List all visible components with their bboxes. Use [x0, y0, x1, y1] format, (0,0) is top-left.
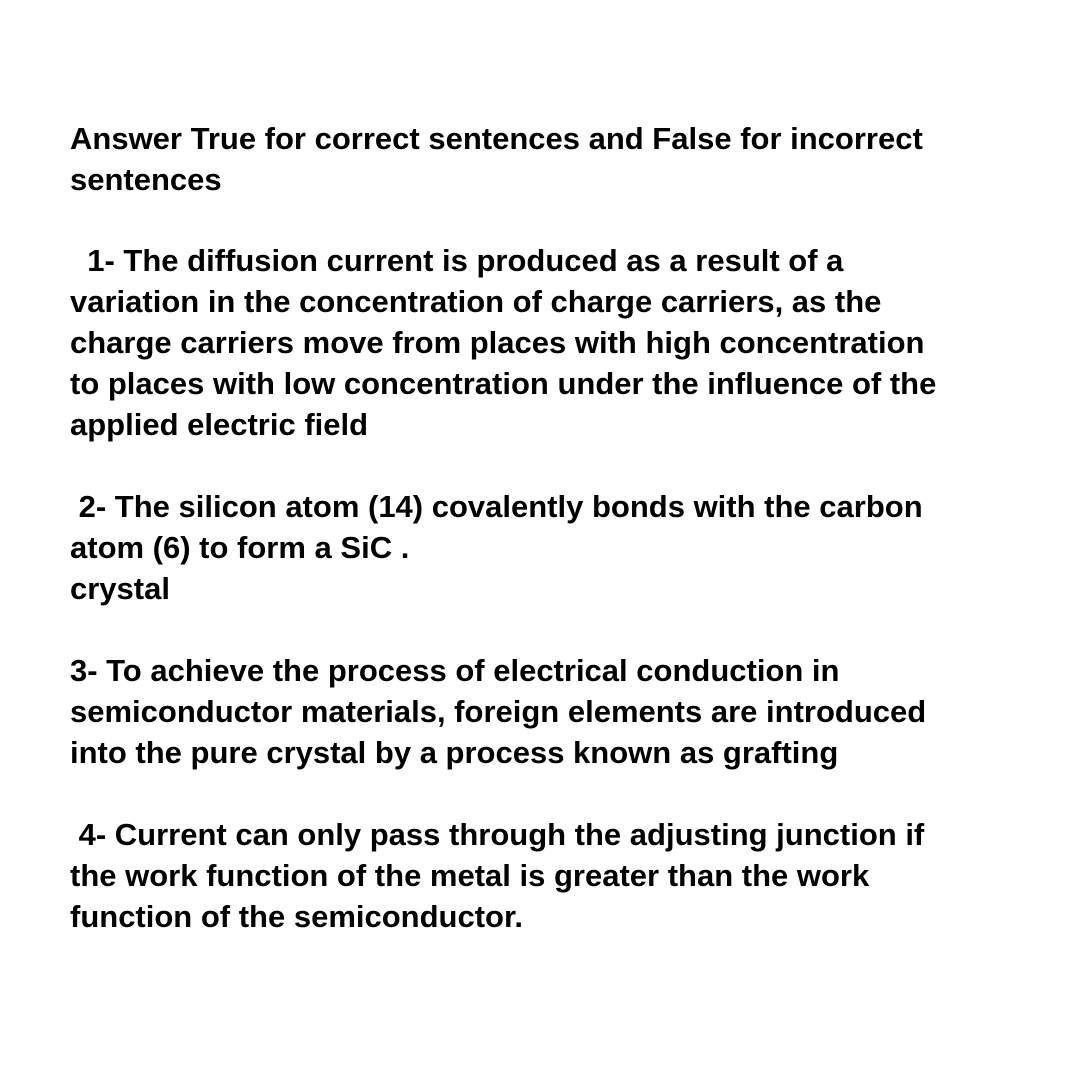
question-3-line-2: semiconductor materials, foreign elements are introduced	[70, 694, 927, 729]
question-1-line-3: charge carriers move from places with high concentration	[70, 325, 925, 360]
question-4	[70, 814, 1030, 937]
question-4-line-3: function of the semiconductor.	[70, 899, 523, 934]
instructions-line-1: Answer True for correct sentences and False for incorrect	[70, 121, 923, 156]
question-1-line-4: to places with low concentration under the influence of the	[70, 366, 937, 401]
question-2-line-3: crystal	[70, 571, 170, 606]
question-3-line-3: into the pure crystal by a process known as grafting	[70, 735, 839, 770]
question-1-line-2: variation in the concentration of charge carriers, as the	[70, 284, 882, 319]
question-1	[70, 240, 1030, 445]
question-3	[70, 650, 1030, 773]
question-3-line-1: 3- To achieve the process of electrical conduction in	[70, 653, 840, 688]
instructions-line-2: sentences	[70, 162, 222, 197]
question-1-line-5: applied electric field	[70, 407, 369, 442]
instructions-text	[70, 118, 1030, 200]
question-4-line-1: 4- Current can only pass through the adjusting junction if	[70, 817, 925, 852]
question-1-line-1: 1- The diffusion current is produced as a result of a	[70, 243, 844, 278]
question-2	[70, 486, 1030, 609]
question-4-line-2: the work function of the metal is greater than the work	[70, 858, 870, 893]
question-2-line-1: 2- The silicon atom (14) covalently bonds with the carbon	[70, 489, 923, 524]
question-2-line-2: atom (6) to form a SiC .	[70, 530, 410, 565]
